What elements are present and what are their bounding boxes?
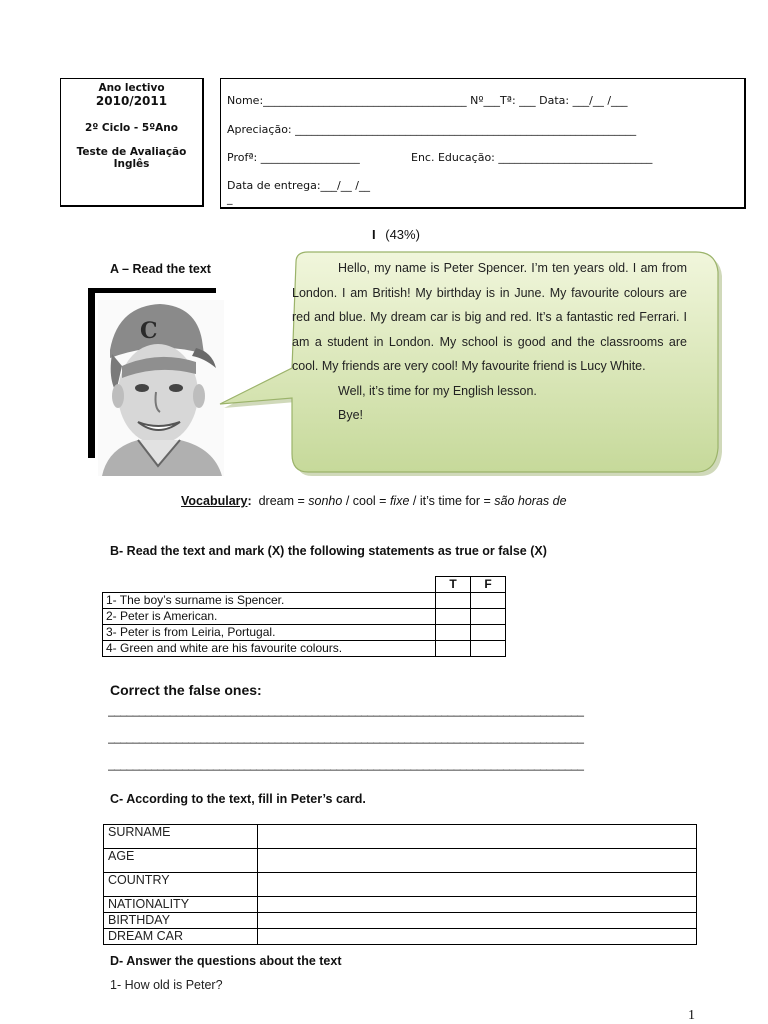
delivery-date-field[interactable]: Data de entrega:___/__ /__ [227,179,370,192]
statement-3: 3- Peter is from Leiria, Portugal. [103,625,436,641]
card-value-surname[interactable] [258,825,697,849]
school-year-label: Ano lectivo [98,82,165,94]
card-value-dream-car[interactable] [258,929,697,945]
teacher-field[interactable]: Profª: __________________ [227,151,360,164]
card-value-age[interactable] [258,849,697,873]
statement-4-true-cell[interactable] [436,641,471,657]
vocab-horas: são horas de [494,494,567,508]
section-c-title: C- According to the text, fill in Peter’s card. [110,792,366,806]
table-row [104,825,697,849]
cycle-label: 2º Ciclo - 5ºAno [85,122,178,134]
vocabulary-label: Vocabulary [181,494,248,508]
subject-label: Inglês [113,158,150,170]
section-b-title: B- Read the text and mark (X) the following statements as true or false (X) [110,544,547,558]
statement-1: 1- The boy’s surname is Spencer. [103,593,436,609]
student-info-box [220,78,746,209]
table-row [103,625,506,641]
statement-1-true-cell[interactable] [436,593,471,609]
col-true: T [436,577,471,593]
vocab-fixe: fixe [389,494,410,508]
section-a-title: A – Read the text [110,262,211,276]
vocabulary-line [181,494,567,508]
statement-3-false-cell[interactable] [471,625,506,641]
peter-card-table [103,824,697,945]
vocab-time: / it’s time for = [409,494,495,508]
table-row [103,641,506,657]
true-false-table [102,576,506,657]
guardian-field[interactable]: Enc. Educação: ____________________________ [411,151,653,164]
statement-2-false-cell[interactable] [471,609,506,625]
answer-line-3[interactable]: _____________________________________________________________________________ [108,757,584,771]
vocab-sonho: sonho [308,494,343,508]
statement-4-false-cell[interactable] [471,641,506,657]
card-label-nationality: NATIONALITY [104,897,258,913]
appreciation-field[interactable]: Apreciação: ______________________________________________________________ [227,123,637,136]
card-value-nationality[interactable] [258,897,697,913]
reading-paragraph-2: Well, it’s time for my English lesson. [338,383,537,398]
card-label-dream-car: DREAM CAR [104,929,258,945]
statement-2-true-cell[interactable] [436,609,471,625]
answer-line-2[interactable]: _____________________________________________________________________________ [108,730,584,744]
card-value-birthday[interactable] [258,913,697,929]
statement-2: 2- Peter is American. [103,609,436,625]
correct-false-title: Correct the false ones: [110,682,262,698]
statement-4: 4- Green and white are his favourite colours. [103,641,436,657]
table-row [104,897,697,913]
table-row [104,849,697,873]
table-row [104,913,697,929]
vocab-dream: dream = [258,494,309,508]
school-year: 2010/2011 [95,94,168,108]
page-number: 1 [688,1008,695,1023]
statement-1-false-cell[interactable] [471,593,506,609]
table-row [103,593,506,609]
name-field[interactable]: Nome:_____________________________________ Nº___Tª: ___ Data: ___/__ /___ [227,94,628,107]
answer-line-1[interactable]: _____________________________________________________________________________ [108,703,584,717]
vocabulary-colon: : [247,494,252,508]
table-row [104,929,697,945]
svg-text:C: C [140,318,158,344]
reading-text [292,256,687,428]
card-value-country[interactable] [258,873,697,897]
delivery-date-tail: _ [227,192,233,205]
card-label-country: COUNTRY [104,873,258,897]
table-header-row [103,577,506,593]
vocab-cool: / cool = [342,494,390,508]
reading-paragraph-3: Bye! [338,408,364,422]
section-d-title: D- Answer the questions about the text [110,954,342,968]
reading-paragraph-1: Hello, my name is Peter Spencer. I’m ten years old. I am from London. I am British! My birthday is in June. My favourite colours are red and blue. My dream car is big and red. It’s a fantastic red Ferrari. I am a student in London. My school is good and the classrooms are cool. My friends are very cool! My favourite friend is Lucy White. [292,261,687,373]
school-info-box [60,78,204,207]
statement-3-true-cell[interactable] [436,625,471,641]
part-percent: (43%) [385,227,420,242]
test-title: Teste de Avaliação [76,146,187,158]
card-label-surname: SURNAME [104,825,258,849]
question-1: 1- How old is Peter? [110,978,223,992]
col-false: F [471,577,506,593]
table-row [103,609,506,625]
card-label-age: AGE [104,849,258,873]
card-label-birthday: BIRTHDAY [104,913,258,929]
table-row [104,873,697,897]
part-numeral: I [372,227,376,242]
part-heading [372,227,420,242]
